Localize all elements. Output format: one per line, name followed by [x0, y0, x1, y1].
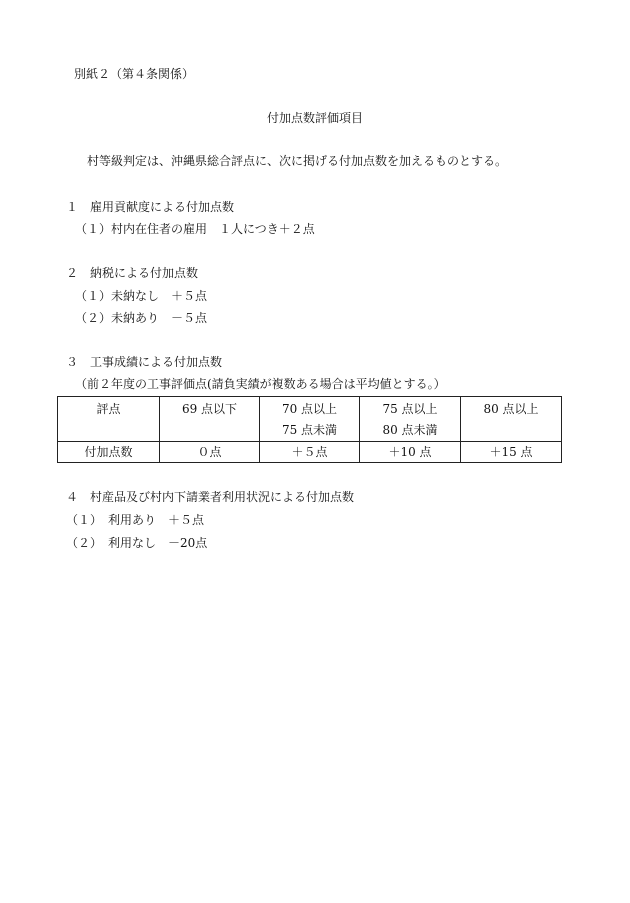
section-1-item-1: （１）村内在住者の雇用 １人につき＋２点	[75, 222, 315, 236]
cell-line: 80 点以上	[483, 402, 539, 416]
section-1-heading: １ 雇用貢献度による付加点数	[66, 200, 235, 214]
table-header-cell	[461, 397, 562, 442]
section-4-item-1: （１） 利用あり ＋５点	[66, 513, 205, 527]
cell-line: 75 点未満	[281, 423, 338, 437]
annex-header: 別紙２（第４条関係）	[74, 67, 195, 81]
table-cell: 付加点数	[58, 442, 160, 463]
section-3-heading: ３ 工事成績による付加点数	[66, 355, 223, 369]
table-cell: ＋10 点	[360, 442, 461, 463]
section-2-item-2: （２）未納あり －５点	[75, 311, 208, 325]
table-header-row	[58, 397, 562, 442]
document-title: 付加点数評価項目	[266, 111, 363, 125]
section-4-heading: ４ 村産品及び村内下請業者利用状況による付加点数	[66, 490, 355, 504]
table-cell: ＋５点	[260, 442, 360, 463]
section-3-note: （前２年度の工事評価点(請負実績が複数ある場合は平均値とする。）	[75, 377, 446, 391]
section-2-heading: ２ 納税による付加点数	[66, 266, 199, 280]
cell-line: 70 点以上	[281, 402, 338, 416]
table-header-cell	[260, 397, 360, 442]
table-header-cell	[58, 397, 160, 442]
section-4-item-2: （２） 利用なし －20点	[66, 536, 208, 550]
intro-paragraph: 村等級判定は、沖縄県総合評点に、次に掲げる付加点数を加えるものとする。	[87, 154, 508, 168]
table-header-cell	[360, 397, 461, 442]
section-2-item-1: （１）未納なし ＋５点	[75, 289, 208, 303]
table-cell: ＋15 点	[461, 442, 562, 463]
score-table	[57, 396, 562, 463]
cell-line: 80 点未満	[382, 423, 438, 437]
cell-line: 69 点以下	[181, 402, 238, 416]
table-value-row	[58, 442, 562, 463]
cell-line: 75 点以上	[382, 402, 438, 416]
cell-line: 評点	[96, 402, 121, 416]
table-cell: ０点	[160, 442, 260, 463]
table-header-cell	[160, 397, 260, 442]
